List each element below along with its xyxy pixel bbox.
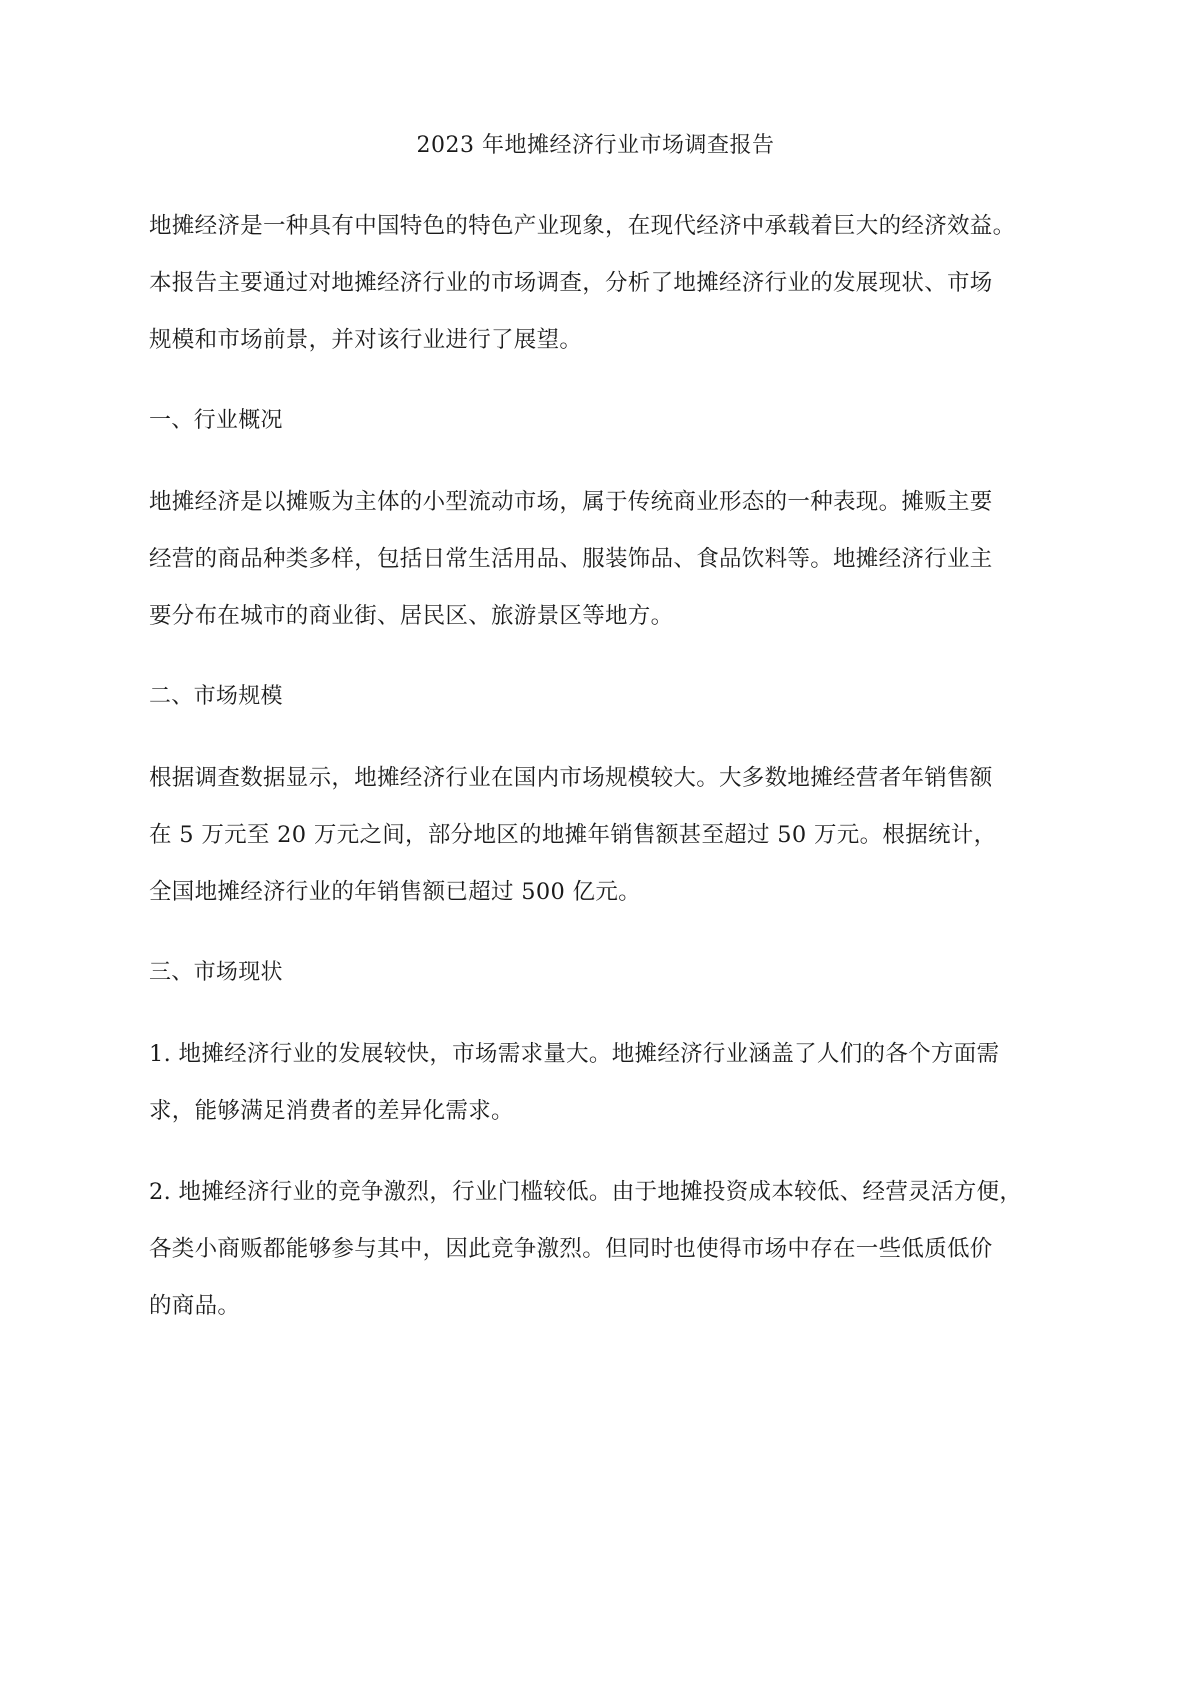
- overview-line-3: 要分布在城市的商业街、居民区、旅游景区等地方。: [149, 603, 674, 629]
- intro-line-1: 地摊经济是一种具有中国特色的特色产业现象，在现代经济中承载着巨大的经济效益。: [149, 213, 1016, 239]
- status-item1-line-1: 1. 地摊经济行业的发展较快，市场需求量大。地摊经济行业涵盖了人们的各个方面需: [149, 1041, 1000, 1067]
- overview-line-2: 经营的商品种类多样，包括日常生活用品、服装饰品、食品饮料等。地摊经济行业主: [149, 546, 993, 572]
- overview-line-1: 地摊经济是以摊贩为主体的小型流动市场，属于传统商业形态的一种表现。摊贩主要: [149, 489, 993, 515]
- section-heading-overview: 一、行业概况: [149, 408, 283, 433]
- section-heading-market-size: 二、市场规模: [149, 684, 283, 709]
- document-title: 2023 年地摊经济行业市场调查报告: [416, 133, 775, 158]
- status-item2-line-3: 的商品。: [149, 1293, 241, 1319]
- intro-line-2: 本报告主要通过对地摊经济行业的市场调查，分析了地摊经济行业的发展现状、市场: [149, 270, 993, 296]
- status-item2-line-1: 2. 地摊经济行业的竞争激烈，行业门槛较低。由于地摊投资成本较低、经营灵活方便，: [149, 1179, 1023, 1205]
- section-heading-market-status: 三、市场现状: [149, 960, 283, 985]
- market-size-line-2: 在 5 万元至 20 万元之间，部分地区的地摊年销售额甚至超过 50 万元。根据统计，: [149, 822, 997, 848]
- market-size-line-3: 全国地摊经济行业的年销售额已超过 500 亿元。: [149, 879, 641, 905]
- status-item1-line-2: 求，能够满足消费者的差异化需求。: [149, 1098, 514, 1124]
- status-item2-line-2: 各类小商贩都能够参与其中，因此竞争激烈。但同时也使得市场中存在一些低质低价: [149, 1236, 993, 1262]
- intro-line-3: 规模和市场前景，并对该行业进行了展望。: [149, 327, 583, 353]
- market-size-line-1: 根据调查数据显示，地摊经济行业在国内市场规模较大。大多数地摊经营者年销售额: [149, 765, 993, 791]
